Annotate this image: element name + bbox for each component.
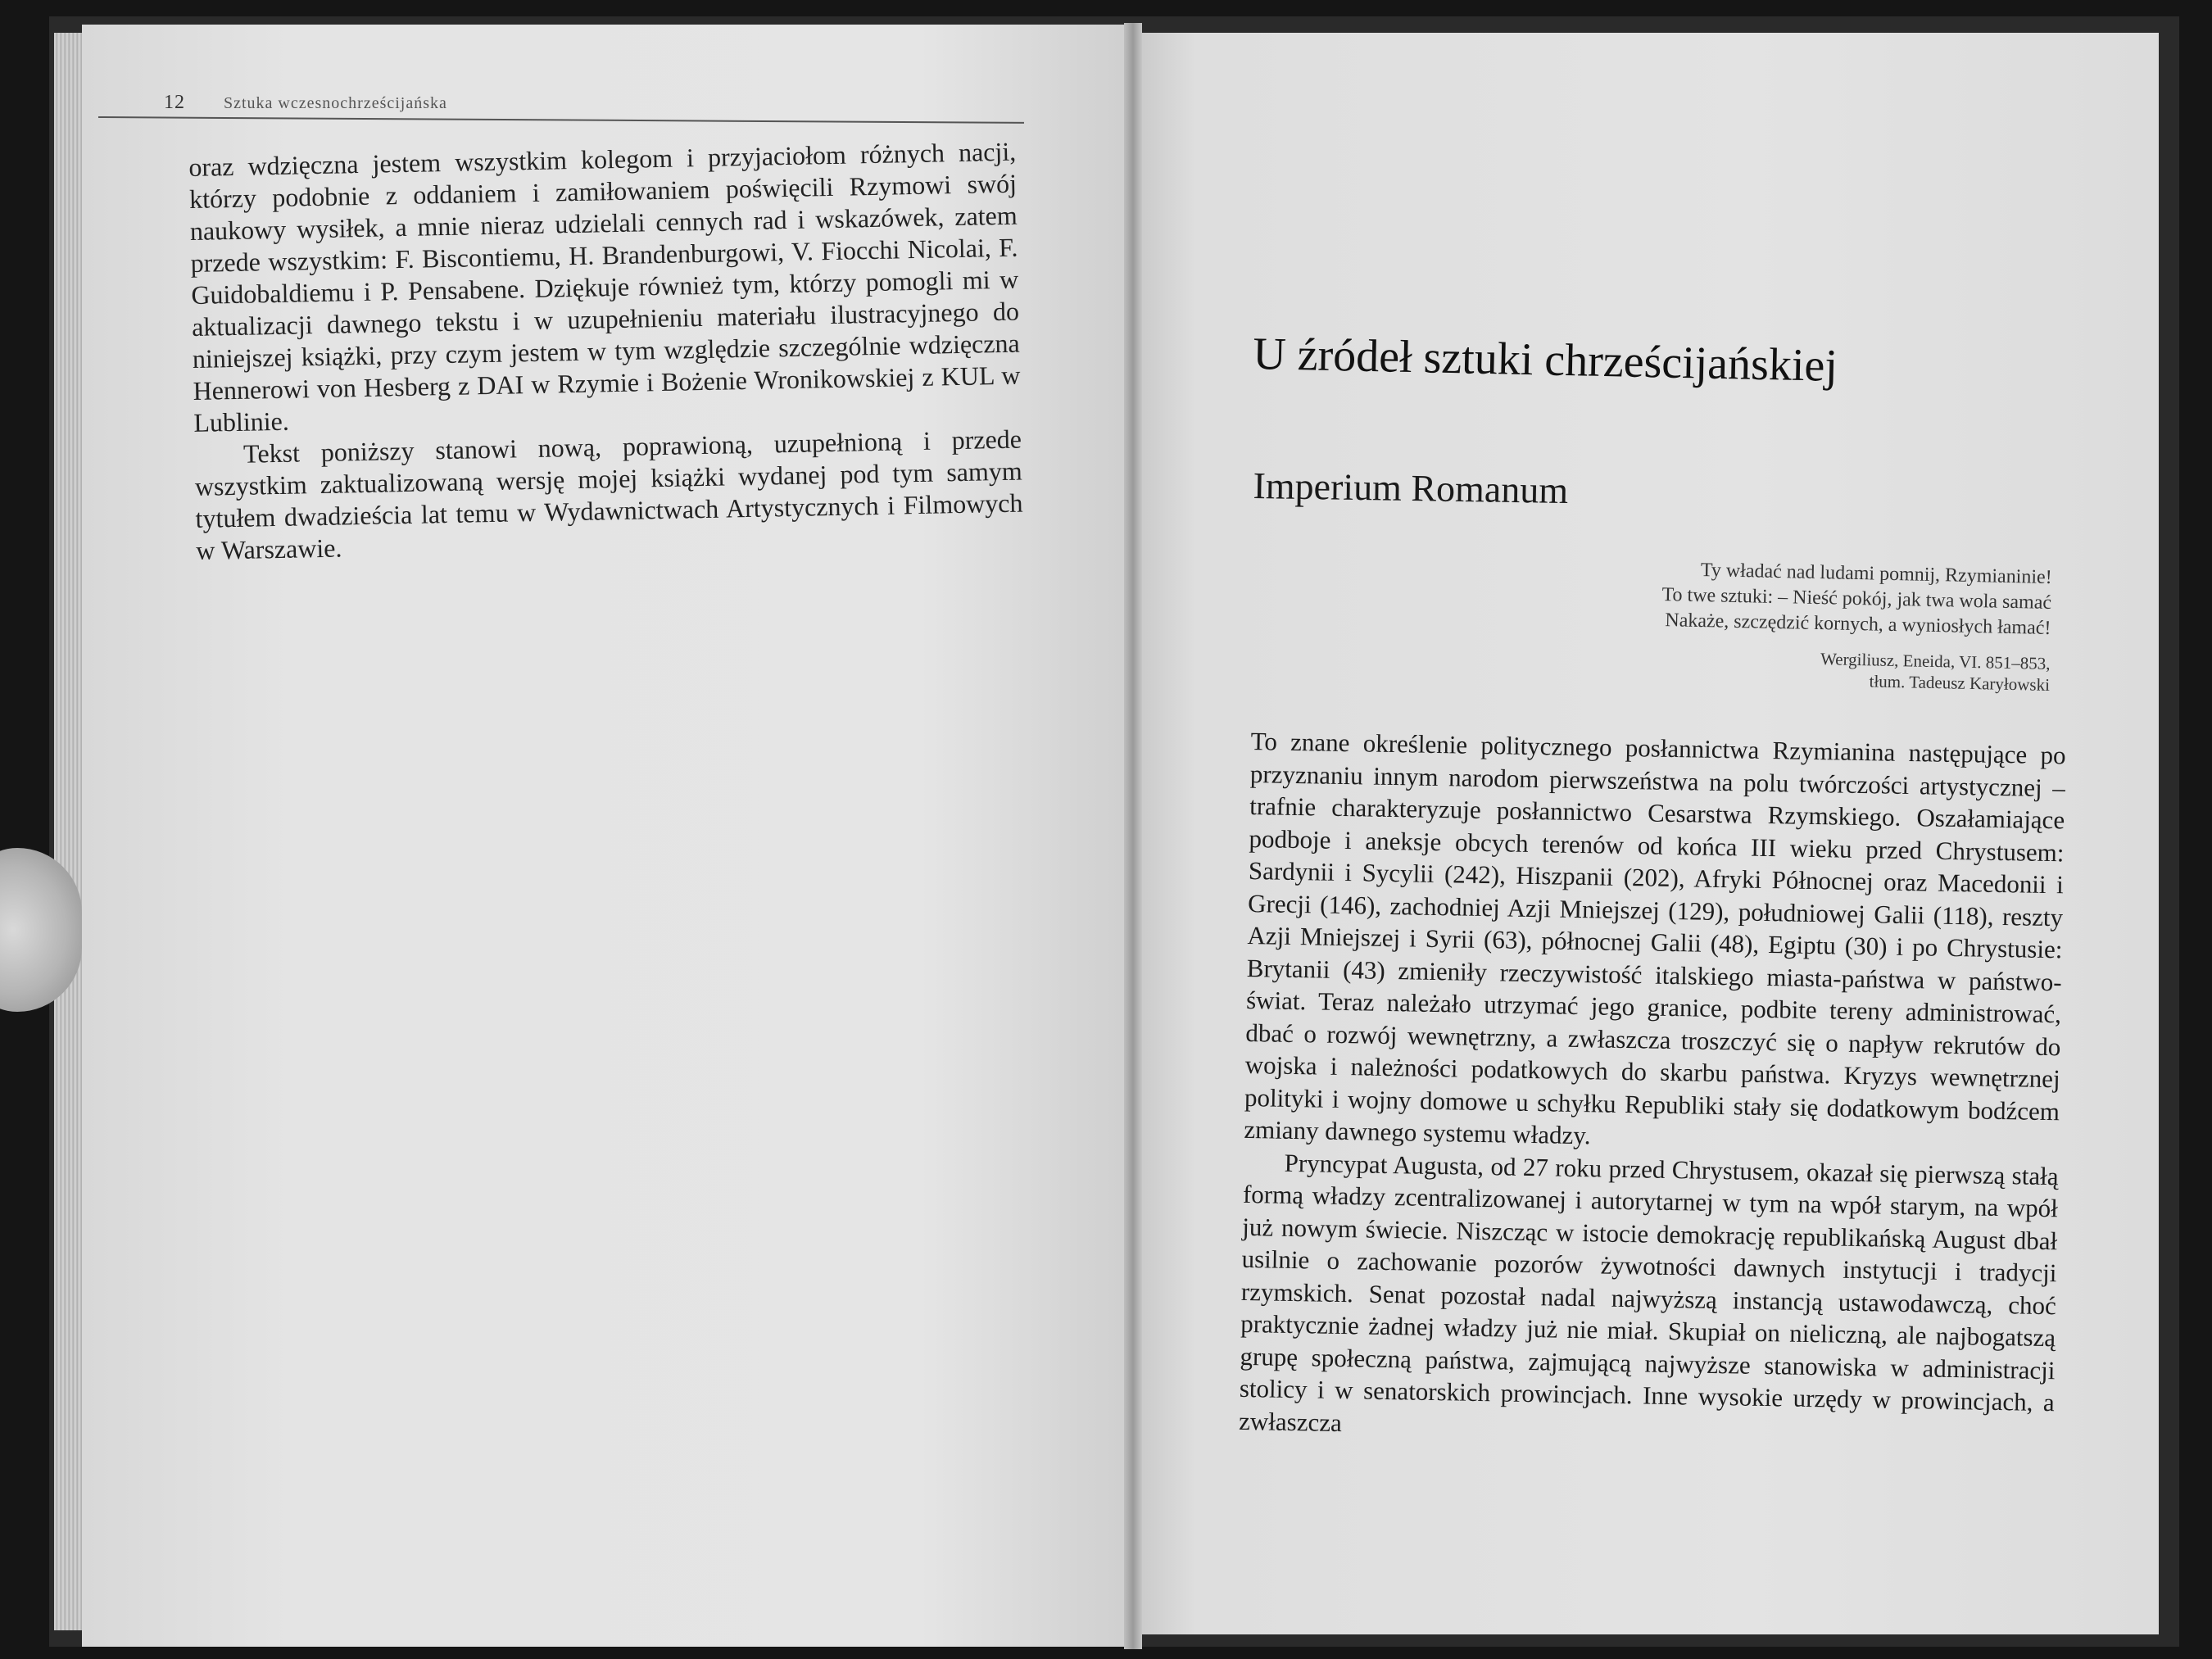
epigraph-source-line: Wergiliusz, Eneida, VI. 851–853, bbox=[1820, 649, 2051, 673]
running-head bbox=[164, 92, 447, 114]
right-paragraph: To znane określenie politycznego posłannictwa Rzymianina następujące po przyznaniu innym narodom pierwszeństwa na polu twórczości artystycznej – trafnie charakteryzuje posłannictwo Cesarstwa Rzymskiego. Oszałamiające podboje i aneksje obcych terenów od końca III wieku przed Chrystusem: Sardynii i Sycylii (242), Hiszpanii (202), Afryki Północnej oraz Macedonii i Grecji (146), zachodniej Azji Mniejszej (129), południowej Galii (118), reszty Azji Mniejszej i Syrii (63), północnej Galii (48), Egiptu (30) i po Chrystusie: Brytanii (43) zmieniły rzeczywistość italskiego miasta-państwa w państwo-świat. Teraz należało utrzymać jego granice, podbite tereny administrować, dbać o rozwój wewnętrzny, a zwłaszcza troszczyć się o napływ rekrutów do wojska i należności podatkowych do skarbu państwa. Kryzys wewnętrznej polityki i wojny domowe u schyłku Republiki stały się dodatkowym bodźcem zmiany dawnego systemu władzy. bbox=[1244, 726, 2066, 1150]
epigraph-line: Ty władać nad ludami pomnij, Rzymianinie! bbox=[1700, 560, 2052, 588]
epigraph-line: Nakaże, szczędzić kornych, a wyniosłych łamać! bbox=[1665, 610, 2051, 639]
running-title: Sztuka wczesnochrześcijańska bbox=[224, 94, 447, 112]
epigraph-source-line: tłum. Tadeusz Karyłowski bbox=[1869, 671, 2051, 695]
epigraph bbox=[1513, 554, 2052, 696]
right-paragraph: Pryncypat Augusta, od 27 roku przed Chrystusem, okazał się pierwszą stałą formą władzy zcentralizowanej i autorytarnej w tym na wpół starym, na wpół już nowym świecie. Niszcząc w istocie demokrację republikańską August dbał usilnie o zachowanie pozorów żywotności dawnych instytucji i tradycji rzymskich. Senat pozostał nadal najwyższą instancją ustawodawczą, choć praktycznie żadnej władzy już nie miał. Skupiał on nieliczną, ale najbogatszą grupę społeczną państwa, zajmującą najwyższe stanowiska w administracji stolicy i w senatorskich prowincjach. Inne wysokie urzędy w prowincjach, a zwłaszcza bbox=[1238, 1148, 2059, 1437]
epigraph-line: To twe sztuki: – Nieść pokój, jak twa wola samać bbox=[1661, 584, 2052, 614]
section-title: Imperium Romanum bbox=[1253, 464, 1569, 512]
left-page-body bbox=[188, 136, 1024, 567]
left-paragraph: oraz wdzięczna jestem wszystkim kolegom i przyjaciołom różnych nacji, którzy podobnie z oddaniem i zamiłowaniem poświęcili Rzymowi swój naukowy wysiłek, a mnie nieraz udzielali cennych rad i wskazówek, zatem przede wszystkim: F. Biscontiemu, H. Brandenburgowi, V. Fiocchi Nicolai, F. Guidobaldiemu i P. Pensabene. Dziękuje również tym, którzy pomogli mi w aktualizacji dawnego tekstu i w uzupełnieniu materiału ilustracyjnego do niniejszej książki, przy czym jestem w tym względzie szczególnie wdzięczna Hennerowi von Hesberg z DAI w Rzymie i Bożenie Wronikowskiej z KUL w Lublinie. bbox=[188, 136, 1021, 437]
book-gutter bbox=[1124, 23, 1142, 1649]
chapter-title: U źródeł sztuki chrześcijańskiej bbox=[1252, 328, 1838, 392]
right-page-body bbox=[1239, 725, 2066, 1451]
left-paragraph: Tekst poniższy stanowi nową, poprawioną, uzupełnioną i przede wszystkim zaktualizowaną wersję mojej książki wydanej pod tym samym tytułem dwadzieścia lat temu w Wydawnictwach Artystycznych i Filmowych w Warszawie. bbox=[194, 424, 1023, 565]
page-number: 12 bbox=[164, 92, 185, 113]
